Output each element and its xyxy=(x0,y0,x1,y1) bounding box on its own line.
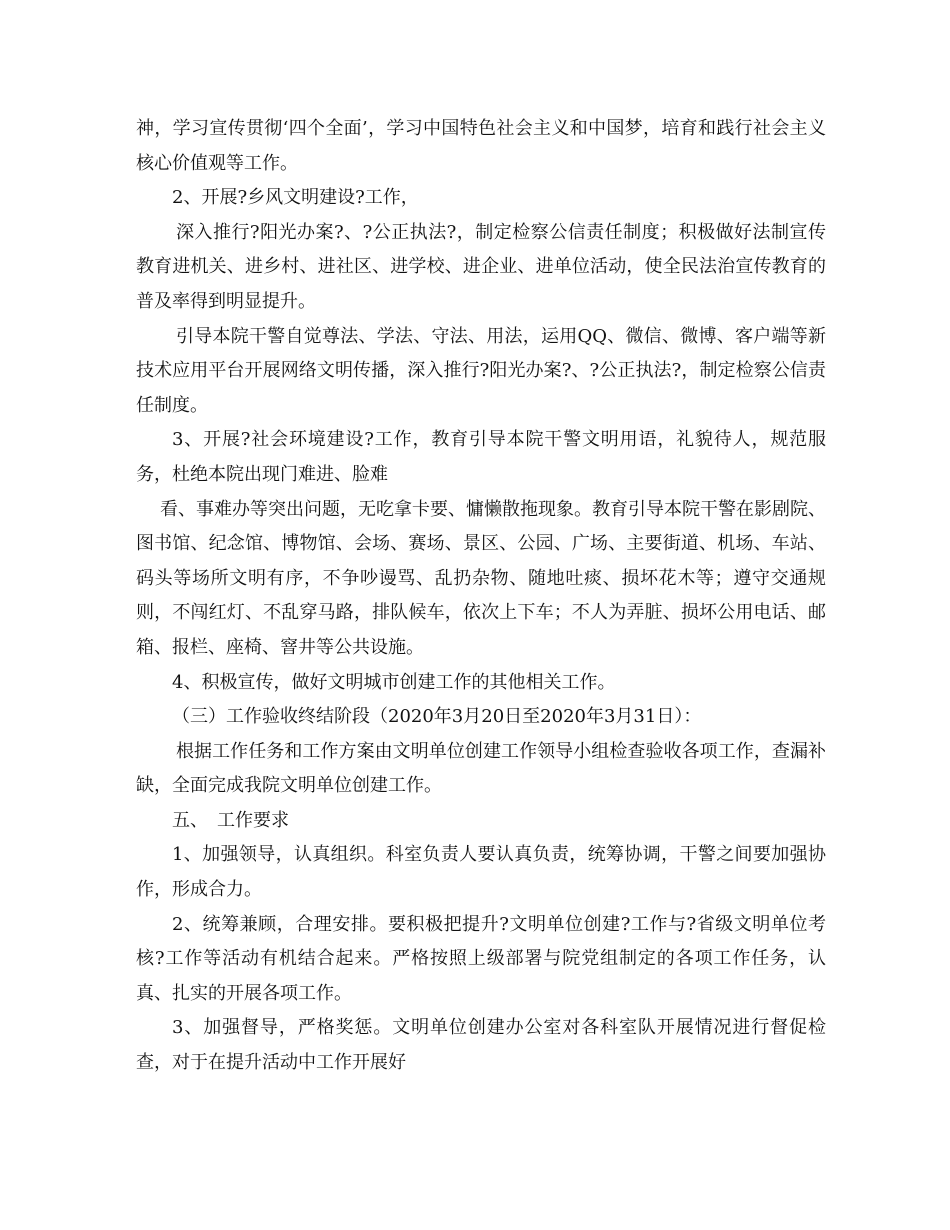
requirement-2: 2、统筹兼顾，合理安排。要积极把提升?文明单位创建?工作与?省级文明单位考核?工作等活动有机结合起来。严格按照上级部署与院党组制定的各项工作任务，认真、扎实的开展各项工作。 xyxy=(136,913,826,1004)
section-5-heading: 五、 工作要求 xyxy=(172,809,289,831)
document-body xyxy=(136,112,826,1081)
item-2-heading: 2、开展?乡风文明建设?工作， xyxy=(172,187,419,209)
item-4-heading: 4、积极宣传，做好文明城市创建工作的其他相关工作。 xyxy=(172,671,616,693)
requirement-1: 1、加强领导，认真组织。科室负责人要认真负责，统筹协调，干警之间要加强协作，形成合力。 xyxy=(136,844,826,901)
stage-3-heading: （三）工作验收终结阶段（2020年3月20日至2020年3月31日）： xyxy=(172,706,702,728)
paragraph-acceptance: 根据工作任务和工作方案由文明单位创建工作领导小组检查验收各项工作，查漏补缺，全面完成我院文明单位创建工作。 xyxy=(136,740,826,797)
requirement-3: 3、加强督导，严格奖惩。文明单位创建办公室对各科室队开展情况进行督促检查，对于在提升活动中工作开展好 xyxy=(136,1017,826,1074)
paragraph-sunshine-case: 深入推行?阳光办案?、?公正执法?，制定检察公信责任制度；积极做好法制宣传教育进机关、进乡村、进社区、进学校、进企业、进单位活动，使全民法治宣传教育的普及率得到明显提升。 xyxy=(136,221,826,312)
paragraph-continuation: 神，学习宣传贯彻‘四个全面’，学习中国特色社会主义和中国梦，培育和践行社会主义核心价值观等工作。 xyxy=(136,118,826,174)
paragraph-public-order: 看、事难办等突出问题，无吃拿卡要、慵懒散拖现象。教育引导本院干警在影剧院、图书馆、纪念馆、博物馆、会场、赛场、景区、公园、广场、主要街道、机场、车站、码头等场所文明有序，不争吵谩骂、乱扔杂物、随地吐痰、损坏花木等；遵守交通规则，不闯红灯、不乱穿马路，排队候车，依次上下车；不人为弄脏、损坏公用电话、邮箱、报栏、座椅、窨井等公共设施。 xyxy=(136,498,826,658)
item-3-heading: 3、开展?社会环境建设?工作，教育引导本院干警文明用语，礼貌待人，规范服务，杜绝本院出现门难进、脸难 xyxy=(136,429,826,485)
paragraph-guide-officers: 引导本院干警自觉尊法、学法、守法、用法，运用QQ、微信、微博、客户端等新技术应用平台开展网络文明传播，深入推行?阳光办案?、?公正执法?，制定检察公信责任制度。 xyxy=(136,325,826,416)
